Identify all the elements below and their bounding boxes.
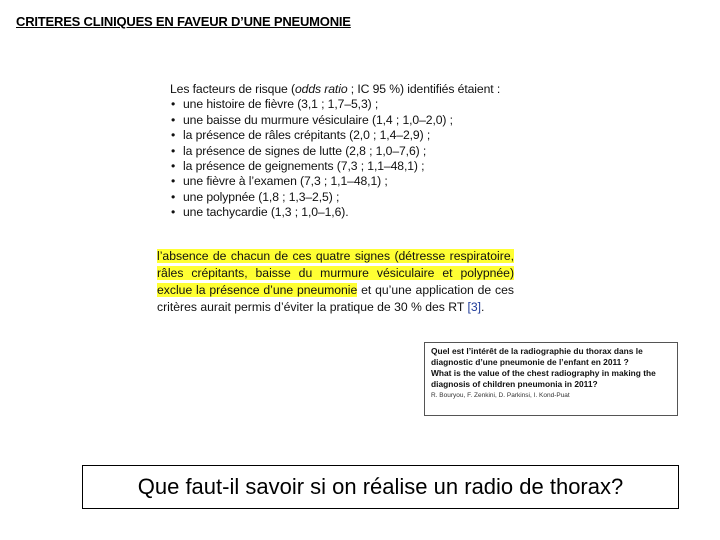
article-title-en: What is the value of the chest radiography in making the diagnosis of children pneumonia in 2011? — [431, 368, 656, 389]
article-authors: R. Bouryou, F. Zenkini, D. Parkinsi, I. Kond-Puat — [431, 392, 570, 399]
risk-factors-intro: Les facteurs de risque (odds ratio ; IC 95 %) identifiés étaient : — [170, 82, 501, 96]
risk-factors-excerpt — [170, 82, 516, 221]
question-box — [82, 465, 679, 509]
list-item: • la présence de geignements (7,3 ; 1,1–48,1) ; — [170, 159, 516, 174]
list-item: • une polypnée (1,8 ; 1,3–2,5) ; — [170, 190, 516, 205]
highlighted-text: l’absence de chacun de ces quatre signes (détresse respiratoire, râles crépitants, baisse du murmure vésiculaire et polypnée) exclue la présence d’une pneumonie — [157, 249, 514, 297]
list-item: • la présence de signes de lutte (2,8 ; 1,0–7,6) ; — [170, 144, 516, 159]
reference-link[interactable]: [3] — [467, 300, 482, 314]
list-item: • une histoire de fièvre (3,1 ; 1,7–5,3) ; — [170, 97, 516, 112]
list-item: • une tachycardie (1,3 ; 1,0–1,6). — [170, 205, 516, 220]
article-citation-box — [424, 342, 678, 416]
slide-title: CRITERES CLINIQUES EN FAVEUR D’UNE PNEUMONIE — [16, 14, 351, 29]
list-item: • une fièvre à l’examen (7,3 ; 1,1–48,1) ; — [170, 174, 516, 189]
odds-ratio-italic: odds ratio — [294, 82, 348, 96]
conclusion-rest: et qu’une application de ces critères aurait permis d’éviter la pratique de 30 % des RT — [157, 283, 514, 314]
question-text: Que faut-il savoir si on réalise un radio de thorax? — [137, 474, 624, 499]
list-item: • une baisse du murmure vésiculaire (1,4 ; 1,0–2,0) ; — [170, 113, 516, 128]
article-title-fr: Quel est l’intérêt de la radiographie du thorax dans le diagnostic d’une pneumonie de l’enfant en 2011 ? — [431, 346, 643, 367]
conclusion-paragraph: l’absence de chacun de ces quatre signes (détresse respiratoire, râles crépitants, baisse du murmure vésiculaire et polypnée) exclue la présence d’une pneumonie et qu’une application de ces critères aurait permis d’éviter la pratique de 30 % des RT [3]. — [157, 249, 514, 314]
list-item: • la présence de râles crépitants (2,0 ; 1,4–2,9) ; — [170, 128, 516, 143]
risk-factors-list — [170, 97, 516, 220]
